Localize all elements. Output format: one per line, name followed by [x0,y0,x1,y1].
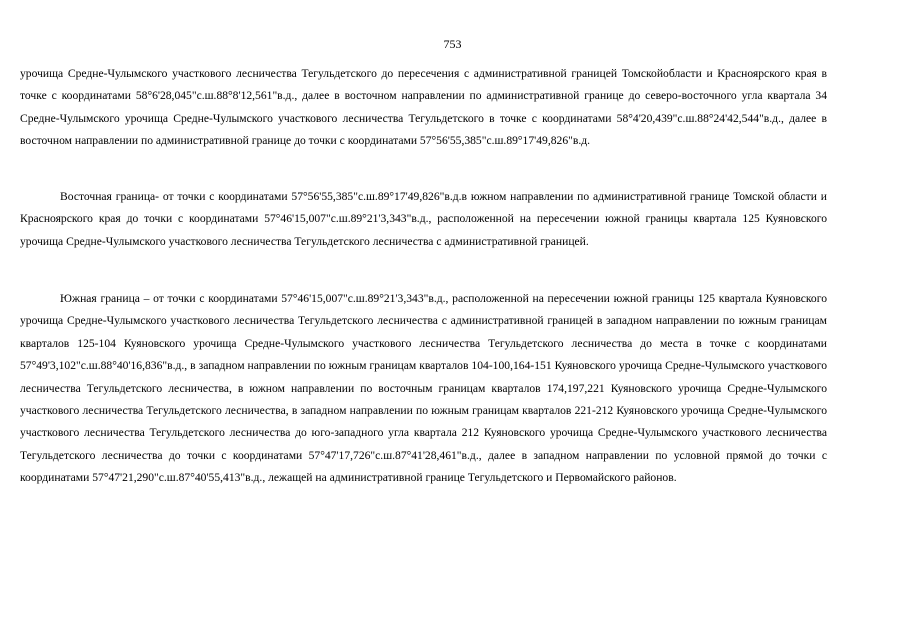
page-number: 753 [443,37,462,51]
paragraph-east-border: Восточная граница- от точки с координатами 57°56'55,385"с.ш.89°17'49,826"в.д.в южном направлении по административной границе Томской области и Красноярского края до точки с координатами 57°46'15,007"с.ш.89°21'3,343"в.д., расположенной на пересечении южной границы квартала 125 Куяновского урочища Средне-Чулымского участкового лесничества Тегульдетского лесничества с административной границей. [20,190,827,248]
paragraph-continuation: урочища Средне-Чулымского участкового лесничества Тегульдетского до пересечения с административной границей Томскойобласти и Красноярского края в точке с координатами 58°6'28,045"с.ш.88°8'12,561"в.д., далее в восточном направлении по административной границе до северо-восточного угла квартала 34 Средне-Чулымского урочища Средне-Чулымского участкового лесничества Тегульдетского в точке с координатами 58°4'20,439"с.ш.88°24'42,544"в.д., далее в восточном направлении по административной границе до точки с координатами 57°56'55,385"с.ш.89°17'49,826"в.д. [20,67,827,148]
paragraph-south-border: Южная граница – от точки с координатами 57°46'15,007"с.ш.89°21'3,343"в.д., расположенной на пересечении южной границы 125 квартала Куяновского урочища Средне-Чулымского участкового лесничества Тегульдетского лесничества с административной границей в западном направлении по южным границам кварталов 125-104 Куяновского урочища Средне-Чулымского участкового лесничества Тегульдетского лесничества до места в точке с координатами 57°49'3,102"с.ш.88°40'16,836"в.д., в западном направлении по южным границам кварталов 104-100,164-151 Куяновского урочища Средне-Чулымского участкового лесничества Тегульдетского лесничества, в южном направлении по восточным границам кварталов 174,197,221 Куяновского урочища Средне-Чулымского участкового лесничества Тегульдетского лесничества, в западном направлении по южным границам кварталов 221-212 Куяновского урочища Средне-Чулымского участкового лесничества Тегульдетского лесничества до юго-западного угла квартала 212 Куяновского урочища Средне-Чулымского участкового лесничества Тегульдетского лесничества до точки с координатами 57°47'17,726"с.ш.87°41'28,461"в.д., далее в западном направлении по условной прямой до точки с координатами 57°47'21,290"с.ш.87°40'55,413"в.д., лежащей на административной границе Тегульдетского и Первомайского районов. [20,292,827,485]
